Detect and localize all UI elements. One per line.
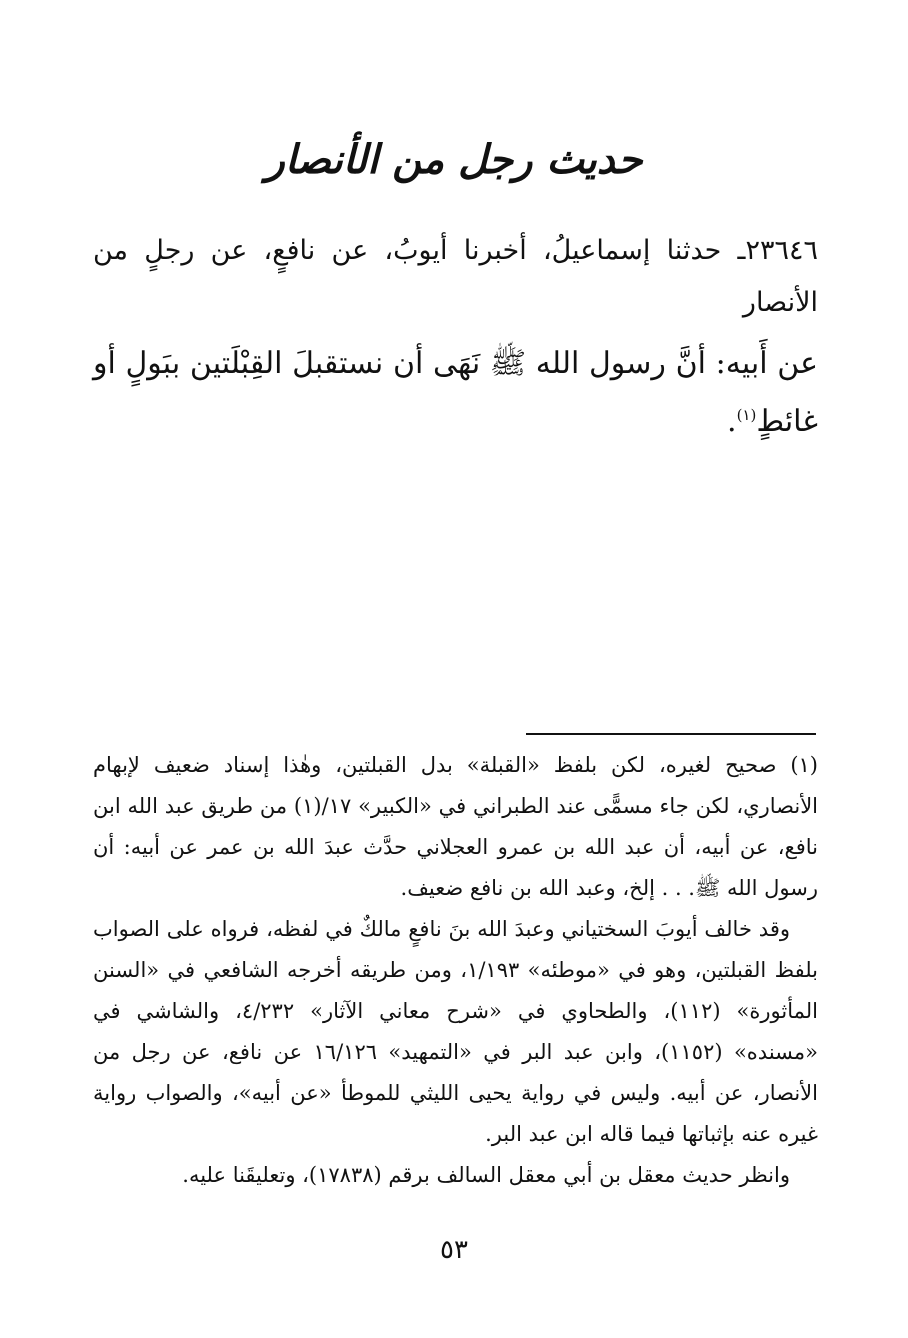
hadith-matn — [93, 335, 818, 451]
hadith-end-punctuation: . — [727, 404, 737, 439]
footnote-separator — [526, 733, 816, 735]
footnote-reference[interactable]: (١) — [736, 406, 757, 424]
hadith-text — [93, 225, 818, 451]
page-number: ٥٣ — [440, 1235, 468, 1265]
chapter-title: حديث رجل من الأنصار — [265, 136, 643, 183]
footnotes — [93, 745, 818, 1196]
hadith-matn-text: عن أَبيه: أنَّ رسول الله ﷺ نَهَى أن نستقبلَ القِبْلَتين ببَولٍ أو غائطٍ — [93, 346, 818, 439]
footnote-1: (١) صحيح لغيره، لكن بلفظ «القبلة» بدل القبلتين، وهٰذا إسناد ضعيف لإبهام الأنصاري، لكن جاء مسمًّى عند الطبراني في «الكبير» ١٧/(١) من طريق عبد الله ابن نافع، عن أبيه، أن عبد الله بن عمرو العجلاني حدَّث عبدَ الله بن عمر عن أبيه: أن رسول الله ﷺ. . . إلخ، وعبد الله بن نافع ضعيف. — [93, 753, 819, 900]
footnote-paragraph: وقد خالف أيوبَ السختياني وعبدَ الله بنَ نافعٍ مالكٌ في لفظه، فرواه على الصواب بلفظ القبلتين، وهو في «موطئه» ١/١٩٣، ومن طريقه أخرجه الشافعي في «السنن المأثورة» (١١٢)، والطحاوي في «شرح معاني الآثار» ٤/٢٣٢، والشاشي في «مسنده» (١١٥٢)، وابن عبد البر في «التمهيد» ١٦/١٢٦ عن نافع، عن رجل من الأنصار، عن أبيه. وليس في رواية يحيى الليثي للموطأ «عن أبيه»، والصواب رواية غيره عنه بإثباتها فيما قاله ابن عبد البر. — [93, 917, 819, 1146]
hadith-isnad: ٢٣٦٤٦ـ حدثنا إسماعيلُ، أخبرنا أيوبُ، عن نافعٍ، عن رجلٍ من الأنصار — [93, 235, 818, 318]
footnote-paragraph: وانظر حديث معقل بن أبي معقل السالف برقم (١٧٨٣٨)، وتعليقَنا عليه. — [182, 1163, 790, 1187]
